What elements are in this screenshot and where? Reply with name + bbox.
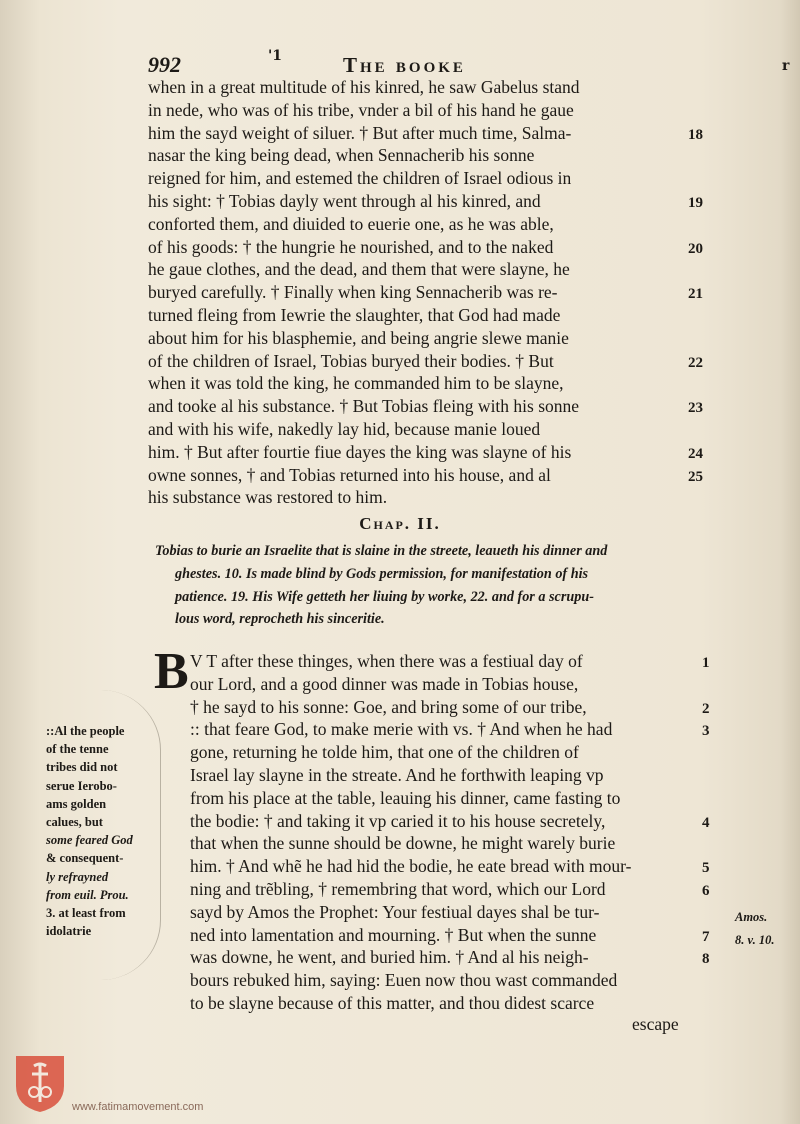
verse-number: 5	[702, 860, 710, 877]
text-line: that when the sunne should be downe, he might warely burie	[190, 833, 616, 854]
text-line: when in a great multitude of his kinred, he saw Gabelus stand	[148, 77, 580, 97]
watermark-link[interactable]: www.fatimamovement.com	[72, 1101, 204, 1113]
text-line: sayd by Amos the Prophet: Your festiual dayes shal be tur-	[190, 901, 600, 922]
text-line: the bodie: † and taking it vp caried it to his house secretely,	[190, 810, 606, 831]
verse-number: 20	[688, 240, 703, 257]
margin-note-line: tribes did not	[46, 760, 118, 775]
text-line: his substance was restored to him.	[148, 487, 388, 508]
text-line: † he sayd to his sonne: Goe, and bring some of our tribe,	[190, 696, 587, 717]
text-line: conforted them, and diuided to euerie one, as he was able,	[148, 213, 554, 234]
text-line: buryed carefully. † Finally when king Sennacherib was re-	[148, 282, 558, 303]
text-line: was downe, he went, and buried him. † And al his neigh-	[190, 947, 589, 968]
margin-note-line: idolatrie	[46, 924, 92, 939]
drop-cap: B	[154, 643, 189, 700]
margin-note	[46, 722, 154, 940]
text-line: and with his wife, nakedly lay hid, because manie loued	[148, 418, 541, 439]
verse-number: 1	[702, 655, 710, 671]
argument-line: ghestes. 10. Is made blind by Gods permission, for manifestation of his	[175, 565, 589, 582]
margin-note-line: serue Ierobo-	[46, 778, 117, 793]
chapter-heading: Chap. II.	[359, 514, 441, 533]
chapter-argument	[155, 540, 760, 631]
verse-number: 2	[702, 700, 710, 717]
text-line: and tooke al his substance. † But Tobias fleing with his sonne	[148, 396, 580, 417]
text-line: when it was told the king, he commanded him to be slayne,	[148, 373, 564, 394]
text-line: reigned for him, and estemed the children of Israel odious in	[148, 168, 572, 189]
margin-note-line: ly refrayned	[46, 869, 109, 884]
text-line: he gaue clothes, and the dead, and them that were slayne, he	[148, 259, 570, 280]
reference-verse: 8. v. 10.	[735, 933, 775, 947]
verse-number: 24	[688, 445, 703, 462]
text-line: his sight: † Tobias dayly went through al his kinred, and	[148, 190, 541, 211]
reference-book: Amos.	[735, 910, 768, 924]
shield-logo-icon	[12, 1052, 68, 1114]
margin-note-line: of the tenne	[46, 742, 109, 757]
verse-number: 3	[702, 723, 710, 740]
text-line: in nede, who was of his tribe, vnder a bil of his hand he gaue	[148, 99, 574, 120]
text-line: of his goods: † the hungrie he nourished, and to the naked	[148, 236, 554, 257]
text-line: about him for his blasphemie, and being angrie slewe manie	[148, 327, 569, 348]
text-line: turned fleing from Iewrie the slaughter, that God had made	[148, 304, 561, 325]
verse-number: 8	[702, 951, 710, 968]
catchword: escape	[632, 1014, 679, 1034]
text-line: Israel lay slayne in the streate. And he forthwith leaping vp	[190, 764, 604, 785]
text-line: him. † But after fourtie fiue dayes the king was slayne of his	[148, 441, 572, 462]
text-line: him. † And whẽ he had hid the bodie, he eate bread with mour-	[190, 856, 632, 877]
argument-line: patience. 19. His Wife getteth her liuing by worke, 22. and for a scrupu-	[175, 588, 594, 605]
verse-number: 25	[688, 468, 703, 485]
margin-note-line: & consequent-	[46, 851, 124, 866]
text-line: ned into lamentation and mourning. † But when the sunne	[190, 924, 597, 945]
margin-note-line: 3. at least from	[46, 905, 126, 920]
verse-number: 23	[688, 400, 703, 417]
margin-note-line: calues, but	[46, 814, 103, 829]
verse-number: 7	[702, 928, 710, 945]
text-line: of the children of Israel, Tobias buryed their bodies. † But	[148, 350, 554, 371]
corner-mark: r	[782, 58, 790, 74]
verse-number: 19	[688, 195, 703, 211]
margin-note-line: ::Al the people	[46, 724, 125, 738]
text-line: bours rebuked him, saying: Euen now thou wast commanded	[190, 970, 618, 991]
text-line: him the sayd weight of siluer. † But after much time, Salma-	[148, 122, 572, 143]
margin-reference	[735, 906, 799, 952]
verse-number: 22	[688, 354, 703, 371]
top-mark: '1	[268, 48, 283, 64]
text-line: gone, returning he tolde him, that one of the children of	[190, 742, 579, 763]
verse-number: 18	[688, 126, 703, 143]
text-line: to be slayne because of this matter, and thou didest scarce	[190, 992, 595, 1013]
margin-note-line: some feared God	[46, 833, 133, 848]
argument-line: lous word, reprocheth his sinceritie.	[175, 611, 385, 628]
verse-number: 6	[702, 883, 710, 899]
text-line: our Lord, and a good dinner was made in Tobias house,	[190, 673, 579, 694]
text-line: :: that feare God, to make merie with vs. † And when he had	[190, 719, 613, 740]
text-line: from his place at the table, leauing his dinner, came fasting to	[190, 787, 621, 808]
text-block-continuation	[148, 76, 703, 509]
page-number: 992	[148, 52, 181, 77]
verse-number: 4	[702, 814, 710, 831]
margin-note-line: ams golden	[46, 796, 107, 811]
text-line: nasar the king being dead, when Sennacherib his sonne	[148, 145, 535, 166]
text-line: ning and trẽbling, † remembring that word, which our Lord	[190, 878, 606, 899]
argument-line: Tobias to burie an Israelite that is slaine in the streete, leaueth his dinner and	[155, 543, 608, 559]
margin-note-line: from euil. Prou.	[46, 887, 129, 902]
running-title: The booke	[343, 53, 466, 77]
text-line: V T after these thinges, when there was a festiual day of	[190, 651, 583, 671]
verse-number: 21	[688, 286, 703, 303]
text-line: owne sonnes, † and Tobias returned into his house, and al	[148, 464, 551, 485]
text-block-chapter	[190, 650, 710, 1015]
